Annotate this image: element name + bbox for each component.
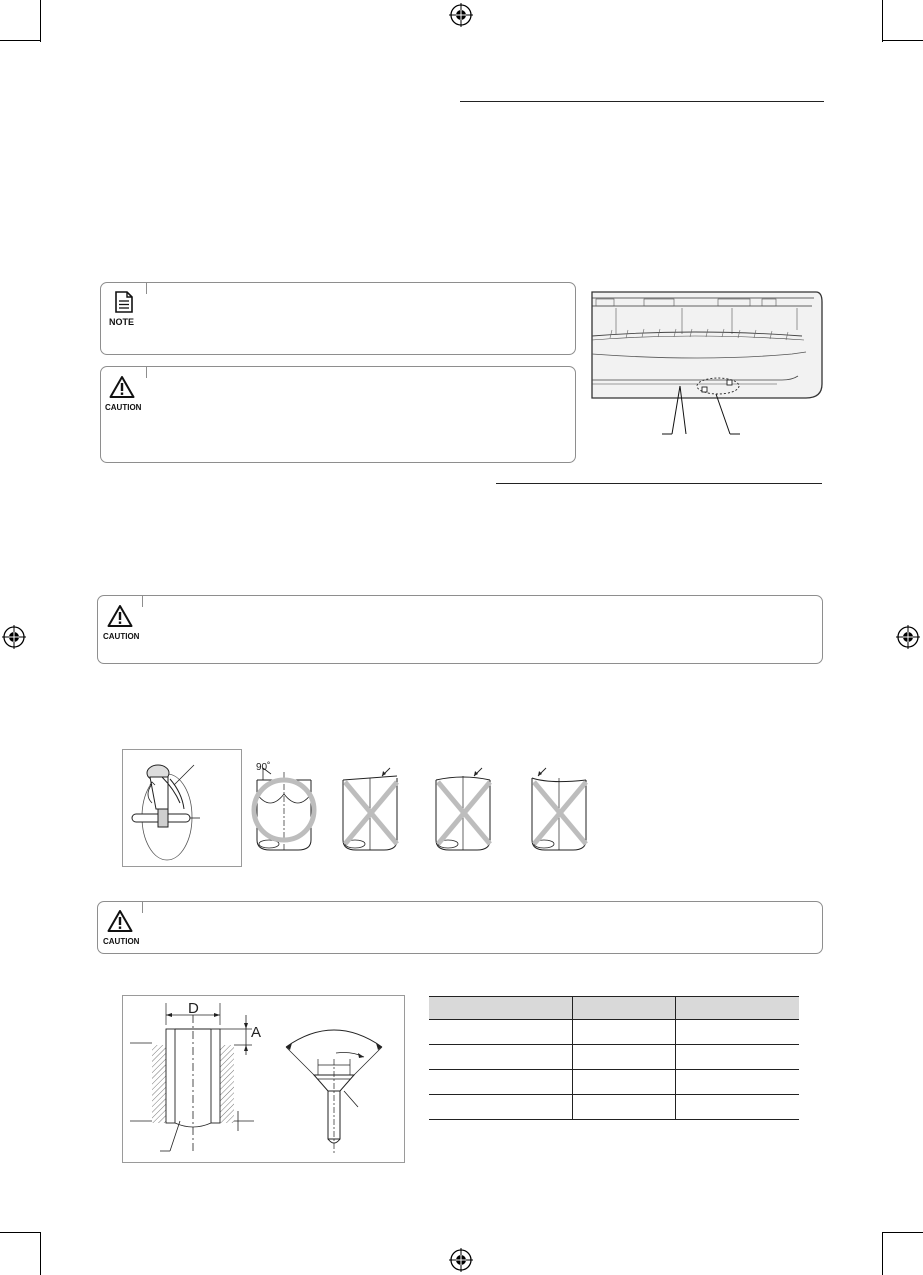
table-header-cell (676, 997, 800, 1020)
pipe-cut-wrong-3 (532, 768, 586, 850)
indoor-unit-figure (592, 292, 824, 442)
table-cell (676, 1020, 800, 1045)
flare-spec-table (429, 996, 799, 1120)
registration-mark-icon (449, 1248, 473, 1272)
table-row (429, 1095, 799, 1120)
pipe-cut-examples (250, 758, 600, 858)
crop-mark-tl-h (0, 40, 40, 41)
crop-mark-br-h (883, 1232, 923, 1233)
table-cell (429, 1045, 573, 1070)
caution-icon (109, 375, 135, 399)
table-cell (429, 1020, 573, 1045)
table-cell (676, 1095, 800, 1120)
table-header-row (429, 997, 799, 1020)
table-row (429, 1020, 799, 1045)
registration-mark-icon (449, 3, 473, 27)
note-box (100, 282, 576, 355)
registration-mark-icon (896, 625, 920, 649)
crop-mark-tl-v (40, 0, 41, 42)
note-icon (113, 291, 135, 313)
table-cell (573, 1045, 676, 1070)
pipe-cut-wrong-2 (436, 768, 490, 850)
note-box-tab (146, 282, 147, 294)
crop-mark-bl-v (40, 1232, 41, 1275)
caution-icon (107, 909, 133, 933)
pipe-cutter-icon (122, 749, 242, 867)
table-header-cell (573, 997, 676, 1020)
flare-label-d: D (188, 1000, 199, 1017)
caution-box-1-tab (146, 366, 147, 378)
section-rule-top (460, 101, 824, 102)
table-cell (573, 1095, 676, 1120)
angle-label: 90˚ (256, 762, 271, 773)
caution-label: CAUTION (103, 937, 140, 946)
pipe-cut-wrong-1 (343, 768, 397, 850)
caution-box-3-tab (142, 901, 143, 913)
table-row (429, 1070, 799, 1095)
table-cell (429, 1095, 573, 1120)
registration-mark-icon (2, 625, 26, 649)
caution-icon (107, 604, 133, 628)
note-label: NOTE (109, 317, 135, 327)
table-row (429, 1045, 799, 1070)
section-rule-middle (496, 483, 822, 484)
crop-mark-br-v (882, 1232, 883, 1275)
table-cell (676, 1070, 800, 1095)
table-cell (676, 1045, 800, 1070)
table-cell (573, 1020, 676, 1045)
caution-box-3 (97, 901, 823, 954)
caution-box-2 (97, 595, 823, 664)
table-header-cell (429, 997, 573, 1020)
pipe-cut-correct (254, 761, 314, 850)
table-cell (429, 1070, 573, 1095)
flare-figure (122, 995, 405, 1163)
flare-label-a: A (251, 1024, 262, 1041)
crop-mark-bl-h (0, 1232, 40, 1233)
table-cell (573, 1070, 676, 1095)
caution-box-2-tab (142, 595, 143, 607)
caution-label: CAUTION (103, 632, 140, 641)
caution-label: CAUTION (105, 403, 142, 412)
caution-box-1 (100, 366, 576, 463)
crop-mark-tr-v (882, 0, 883, 42)
crop-mark-tr-h (883, 40, 923, 41)
